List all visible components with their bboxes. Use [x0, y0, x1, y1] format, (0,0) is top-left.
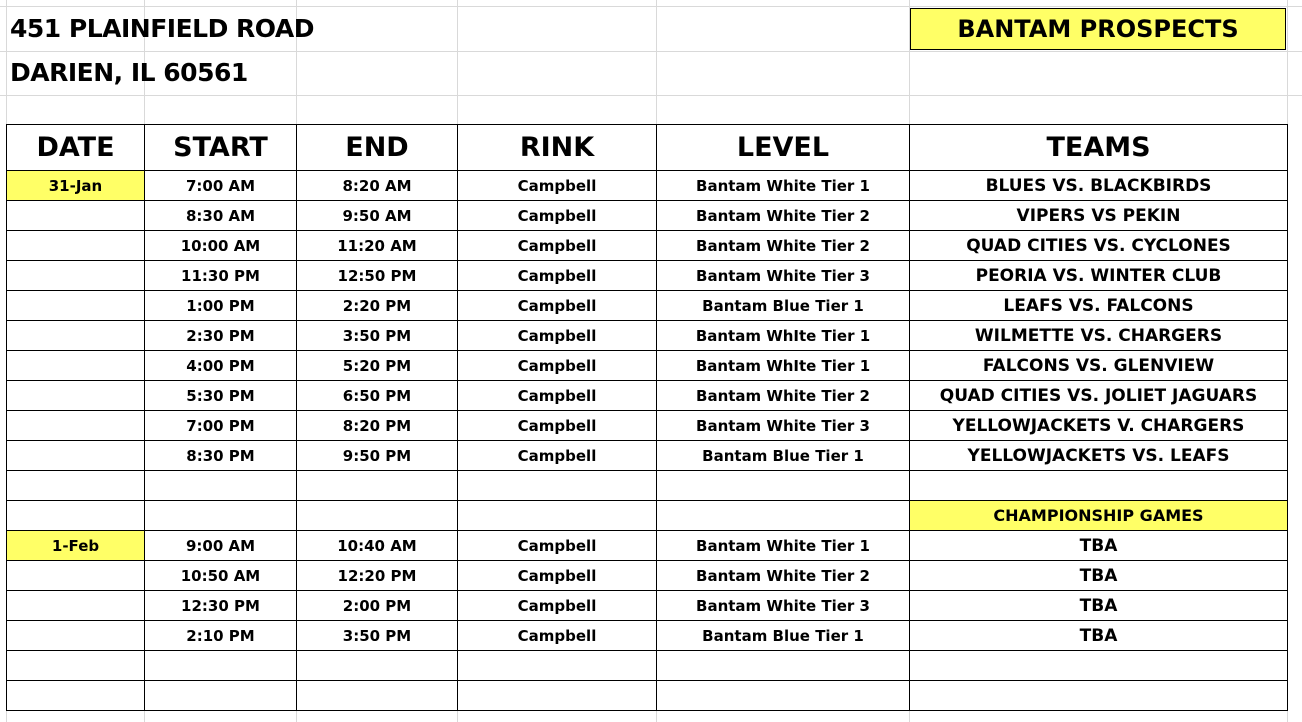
table-row	[7, 261, 1288, 291]
teams-cell[interactable]: BLUES VS. BLACKBIRDS	[910, 171, 1288, 201]
column-header-level[interactable]: LEVEL	[657, 125, 910, 171]
date-cell[interactable]	[7, 231, 145, 261]
teams-cell[interactable]: VIPERS VS PEKIN	[910, 201, 1288, 231]
teams-cell[interactable]: YELLOWJACKETS V. CHARGERS	[910, 411, 1288, 441]
start-cell[interactable]: 9:00 AM	[145, 531, 297, 561]
empty-cell[interactable]	[910, 471, 1288, 501]
end-cell[interactable]: 8:20 AM	[297, 171, 458, 201]
teams-cell[interactable]: TBA	[910, 561, 1288, 591]
empty-cell[interactable]	[297, 471, 458, 501]
empty-cell[interactable]	[7, 501, 145, 531]
level-cell[interactable]: Bantam Blue Tier 1	[657, 441, 910, 471]
start-cell[interactable]: 8:30 AM	[145, 201, 297, 231]
championship-row	[7, 501, 1288, 531]
start-cell[interactable]: 2:10 PM	[145, 621, 297, 651]
level-cell[interactable]: Bantam WhIte Tier 1	[657, 351, 910, 381]
start-cell[interactable]: 1:00 PM	[145, 291, 297, 321]
table-row	[7, 201, 1288, 231]
level-cell[interactable]: Bantam White Tier 3	[657, 411, 910, 441]
teams-cell[interactable]: QUAD CITIES VS. JOLIET JAGUARS	[910, 381, 1288, 411]
start-cell[interactable]: 4:00 PM	[145, 351, 297, 381]
teams-cell[interactable]: PEORIA VS. WINTER CLUB	[910, 261, 1288, 291]
empty-cell[interactable]	[910, 681, 1288, 711]
end-cell[interactable]: 12:50 PM	[297, 261, 458, 291]
empty-cell[interactable]	[458, 471, 657, 501]
table-row	[7, 291, 1288, 321]
start-cell[interactable]: 10:50 AM	[145, 561, 297, 591]
date-cell[interactable]	[7, 261, 145, 291]
empty-row	[7, 471, 1288, 501]
table-row	[7, 321, 1288, 351]
table-row	[7, 381, 1288, 411]
empty-cell[interactable]	[145, 471, 297, 501]
end-cell[interactable]: 5:20 PM	[297, 351, 458, 381]
table-row	[7, 531, 1288, 561]
start-cell[interactable]: 7:00 AM	[145, 171, 297, 201]
empty-cell[interactable]	[458, 501, 657, 531]
date-cell[interactable]	[7, 381, 145, 411]
address-line-2: DARIEN, IL 60561	[10, 58, 248, 87]
end-cell[interactable]: 3:50 PM	[297, 621, 458, 651]
empty-cell[interactable]	[145, 681, 297, 711]
empty-cell[interactable]	[7, 681, 145, 711]
column-header-start[interactable]: START	[145, 125, 297, 171]
level-cell[interactable]: Bantam White Tier 1	[657, 531, 910, 561]
level-cell[interactable]: Bantam White Tier 1	[657, 171, 910, 201]
date-cell[interactable]: 31-Jan	[7, 171, 145, 201]
end-cell[interactable]: 2:00 PM	[297, 591, 458, 621]
rink-cell[interactable]: Campbell	[458, 261, 657, 291]
level-cell[interactable]: Bantam White Tier 3	[657, 591, 910, 621]
empty-cell[interactable]	[458, 651, 657, 681]
empty-row	[7, 681, 1288, 711]
end-cell[interactable]: 6:50 PM	[297, 381, 458, 411]
teams-cell[interactable]: QUAD CITIES VS. CYCLONES	[910, 231, 1288, 261]
start-cell[interactable]: 8:30 PM	[145, 441, 297, 471]
teams-cell[interactable]: YELLOWJACKETS VS. LEAFS	[910, 441, 1288, 471]
rink-cell[interactable]: Campbell	[458, 201, 657, 231]
teams-cell[interactable]: WILMETTE VS. CHARGERS	[910, 321, 1288, 351]
empty-row	[7, 651, 1288, 681]
end-cell[interactable]: 9:50 PM	[297, 441, 458, 471]
column-header-rink[interactable]: RINK	[458, 125, 657, 171]
start-cell[interactable]: 11:30 PM	[145, 261, 297, 291]
end-cell[interactable]: 8:20 PM	[297, 411, 458, 441]
date-cell[interactable]	[7, 561, 145, 591]
empty-cell[interactable]	[657, 471, 910, 501]
date-cell[interactable]	[7, 201, 145, 231]
empty-cell[interactable]	[297, 681, 458, 711]
end-cell[interactable]: 2:20 PM	[297, 291, 458, 321]
table-row	[7, 561, 1288, 591]
table-row	[7, 171, 1288, 201]
table-row	[7, 411, 1288, 441]
level-cell[interactable]: Bantam WhIte Tier 1	[657, 321, 910, 351]
empty-cell[interactable]	[657, 501, 910, 531]
date-cell[interactable]: 1-Feb	[7, 531, 145, 561]
teams-cell[interactable]: LEAFS VS. FALCONS	[910, 291, 1288, 321]
table-row	[7, 591, 1288, 621]
date-cell[interactable]	[7, 351, 145, 381]
rink-cell[interactable]: Campbell	[458, 441, 657, 471]
empty-cell[interactable]	[458, 681, 657, 711]
schedule-table	[6, 124, 1288, 711]
rink-cell[interactable]: Campbell	[458, 231, 657, 261]
rink-cell[interactable]: Campbell	[458, 321, 657, 351]
column-header-teams[interactable]: TEAMS	[910, 125, 1288, 171]
start-cell[interactable]: 2:30 PM	[145, 321, 297, 351]
date-cell[interactable]	[7, 591, 145, 621]
end-cell[interactable]: 3:50 PM	[297, 321, 458, 351]
level-cell[interactable]: Bantam White Tier 2	[657, 561, 910, 591]
table-row	[7, 231, 1288, 261]
sheet-title: BANTAM PROSPECTS	[957, 15, 1239, 43]
level-cell[interactable]: Bantam Blue Tier 1	[657, 291, 910, 321]
rink-cell[interactable]: Campbell	[458, 171, 657, 201]
level-cell[interactable]: Bantam White Tier 3	[657, 261, 910, 291]
rink-cell[interactable]: Campbell	[458, 351, 657, 381]
end-cell[interactable]: 11:20 AM	[297, 231, 458, 261]
teams-cell[interactable]: TBA	[910, 531, 1288, 561]
empty-cell[interactable]	[657, 651, 910, 681]
level-cell[interactable]: Bantam White Tier 2	[657, 231, 910, 261]
date-cell[interactable]	[7, 441, 145, 471]
empty-cell[interactable]	[910, 651, 1288, 681]
empty-cell[interactable]	[145, 501, 297, 531]
table-row	[7, 351, 1288, 381]
column-header-end[interactable]: END	[297, 125, 458, 171]
level-cell[interactable]: Bantam Blue Tier 1	[657, 621, 910, 651]
start-cell[interactable]: 10:00 AM	[145, 231, 297, 261]
rink-cell[interactable]: Campbell	[458, 561, 657, 591]
rink-cell[interactable]: Campbell	[458, 591, 657, 621]
end-cell[interactable]: 10:40 AM	[297, 531, 458, 561]
address-line-1: 451 PLAINFIELD ROAD	[10, 14, 314, 43]
empty-cell[interactable]	[297, 501, 458, 531]
date-cell[interactable]	[7, 411, 145, 441]
rink-cell[interactable]: Campbell	[458, 411, 657, 441]
start-cell[interactable]: 7:00 PM	[145, 411, 297, 441]
rink-cell[interactable]: Campbell	[458, 621, 657, 651]
teams-cell[interactable]: FALCONS VS. GLENVIEW	[910, 351, 1288, 381]
teams-cell[interactable]: TBA	[910, 621, 1288, 651]
date-cell[interactable]	[7, 621, 145, 651]
table-row	[7, 621, 1288, 651]
column-header-date[interactable]: DATE	[7, 125, 145, 171]
rink-cell[interactable]: Campbell	[458, 531, 657, 561]
teams-cell[interactable]: TBA	[910, 591, 1288, 621]
level-cell[interactable]: Bantam White Tier 2	[657, 201, 910, 231]
empty-cell[interactable]	[657, 681, 910, 711]
start-cell[interactable]: 5:30 PM	[145, 381, 297, 411]
empty-cell[interactable]	[297, 651, 458, 681]
date-cell[interactable]	[7, 321, 145, 351]
date-cell[interactable]	[7, 291, 145, 321]
rink-cell[interactable]: Campbell	[458, 381, 657, 411]
level-cell[interactable]: Bantam White Tier 2	[657, 381, 910, 411]
championship-games-label[interactable]: CHAMPIONSHIP GAMES	[910, 501, 1288, 531]
empty-cell[interactable]	[7, 471, 145, 501]
table-row	[7, 441, 1288, 471]
start-cell[interactable]: 12:30 PM	[145, 591, 297, 621]
empty-cell[interactable]	[7, 651, 145, 681]
empty-cell[interactable]	[145, 651, 297, 681]
rink-cell[interactable]: Campbell	[458, 291, 657, 321]
end-cell[interactable]: 12:20 PM	[297, 561, 458, 591]
header-row	[7, 125, 1288, 171]
end-cell[interactable]: 9:50 AM	[297, 201, 458, 231]
